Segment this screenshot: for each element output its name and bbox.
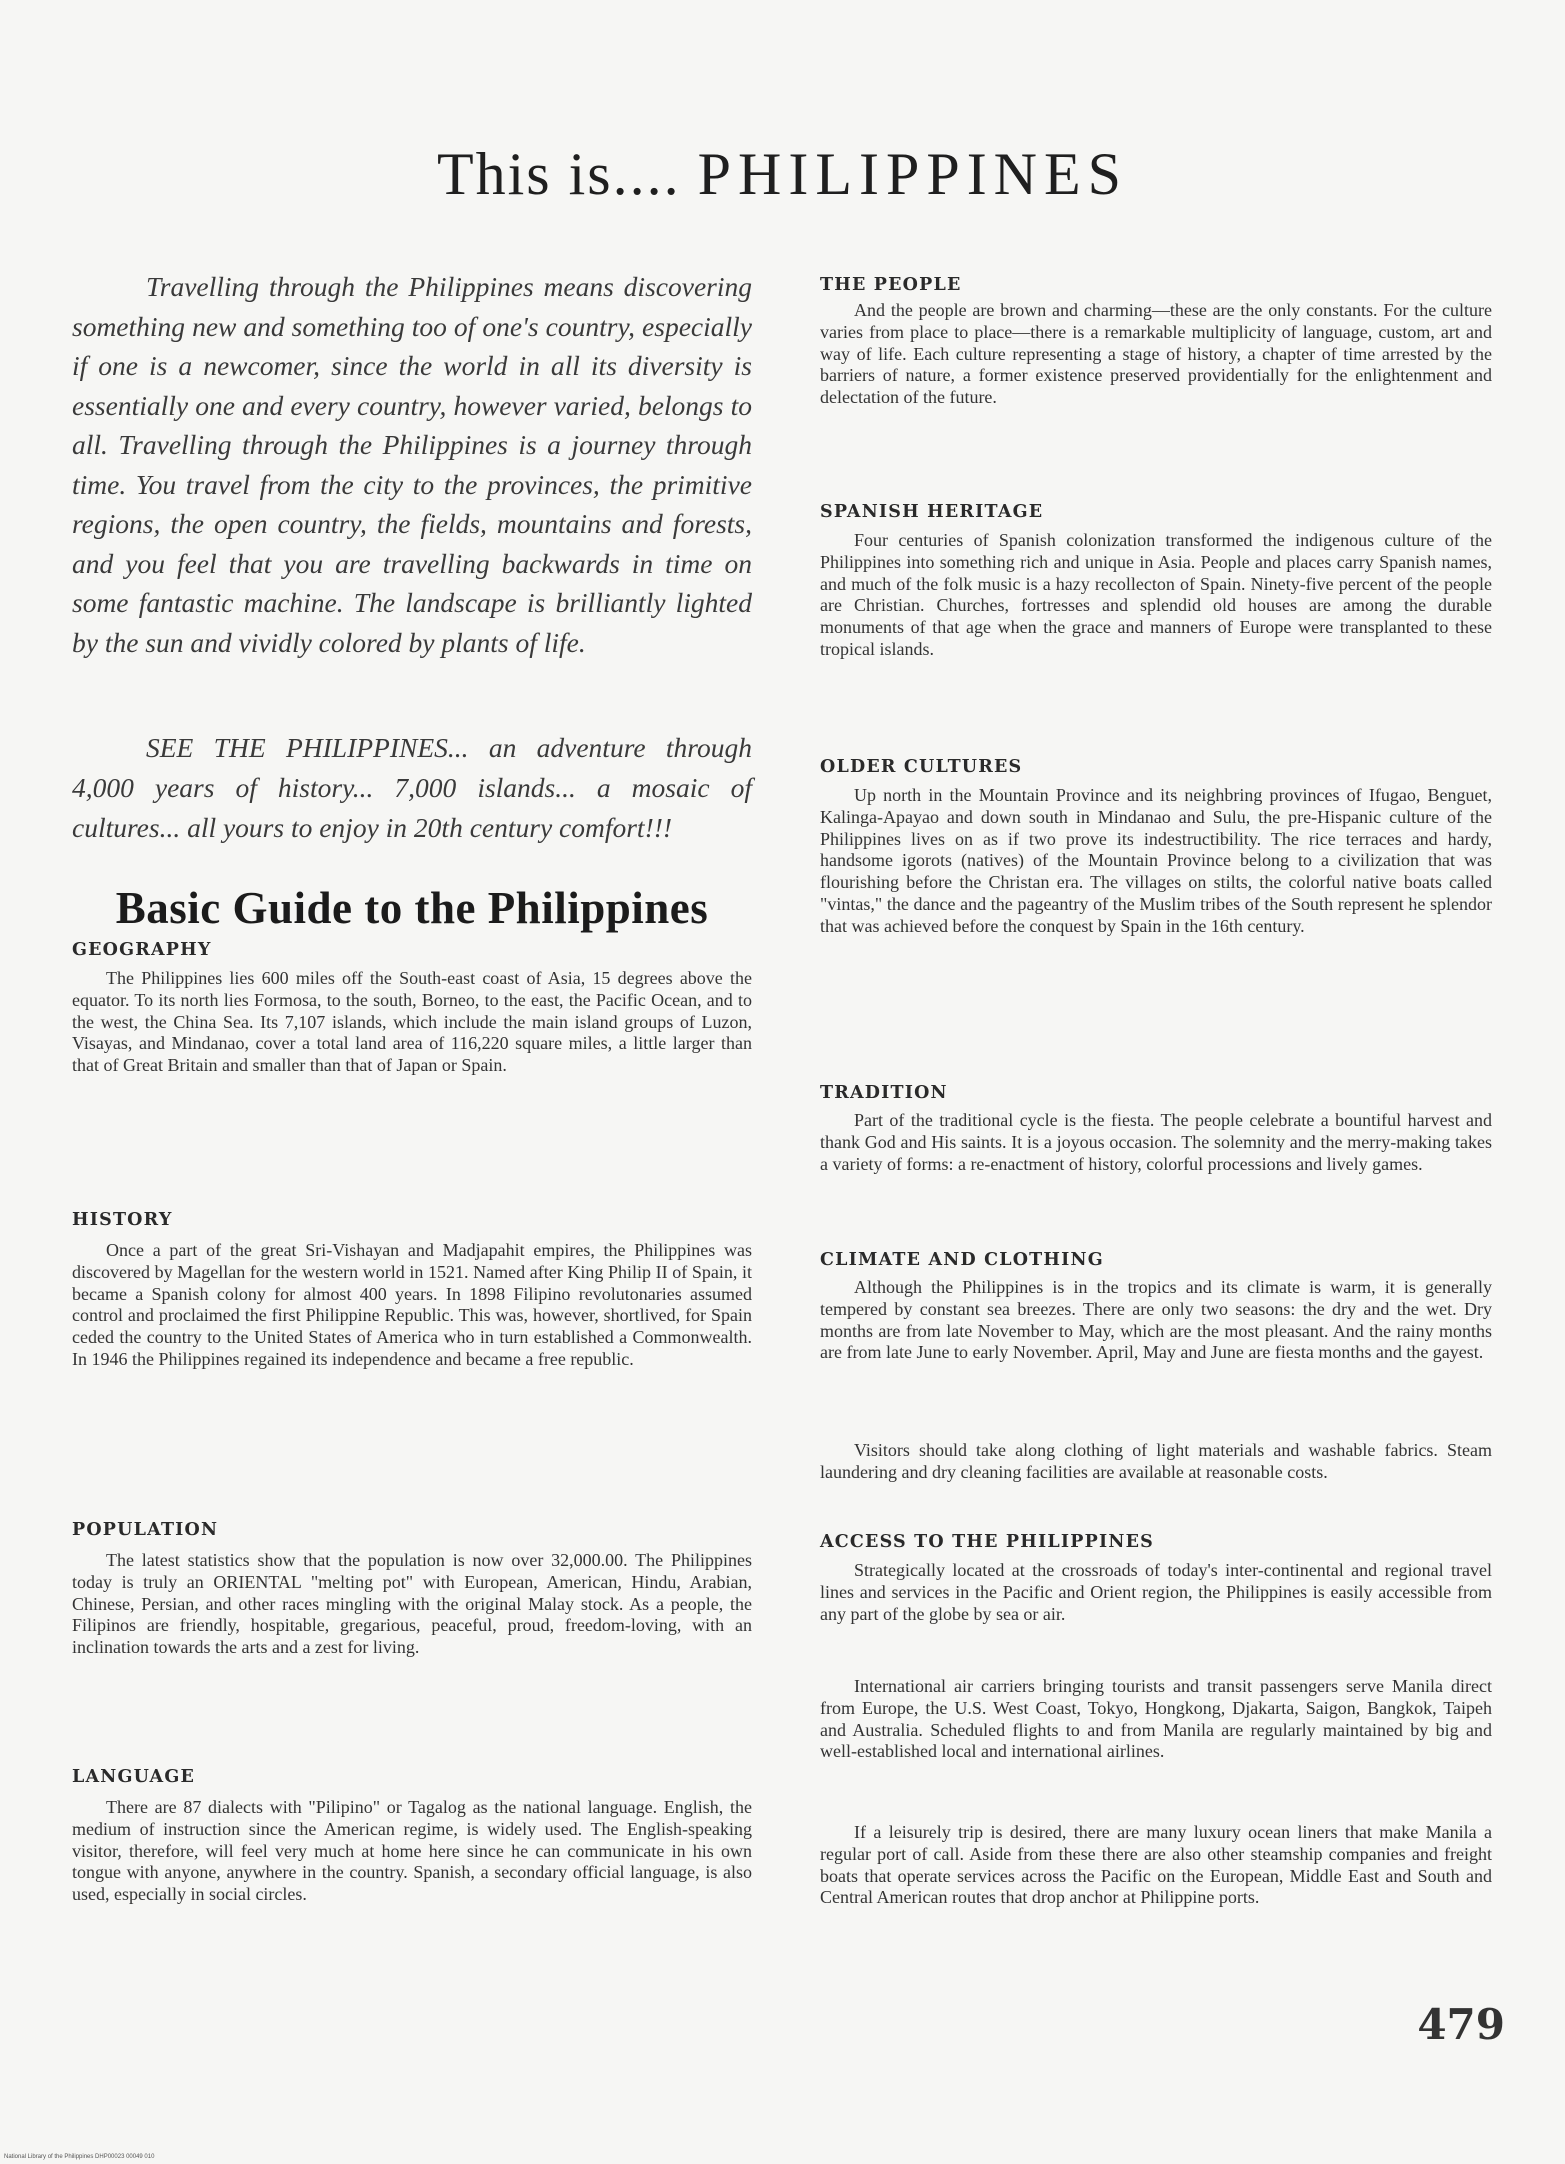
section-heading-the-people: THE PEOPLE [820, 275, 962, 295]
page-number: 479 [1417, 2000, 1505, 2049]
section-heading-climate-clothing: CLIMATE AND CLOTHING [820, 1250, 1104, 1270]
footer-credit: National Library of the Philippines DHP00023 00049 010 [4, 2154, 155, 2160]
guide-title: Basic Guide to the Philippines [115, 883, 709, 933]
section-heading-population: POPULATION [72, 1520, 219, 1540]
section-heading-geography: GEOGRAPHY [72, 940, 212, 960]
title-lead: This is.... [436, 141, 681, 207]
section-heading-access: ACCESS TO THE PHILIPPINES [820, 1532, 1154, 1552]
intro-paragraph-1: Travelling through the Philippines means discovering something new and something too of one's country, especially if one is a newcomer, since the world in all its diversity is essentially one and every country, however varied, belongs to all. Travelling through the Philippines is a journey through time. You travel from the city to the provinces, the primitive regions, the open country, the fields, mountains and forests, and you feel that you are travelling backwards in time on some fantastic machine. The landscape is brilliantly lighted by the sun and vividly colored by plants of life. [72, 271, 752, 658]
section-body-access-3: If a leisurely trip is desired, there are many luxury ocean liners that make Manila a regular port of call. Aside from these there are also other steamship companies and freight boats that operate services across the Pacific on the European, Middle East and South and Central American routes that drop anchor at Philippine ports. [820, 1822, 1492, 1908]
section-body-access-1: Strategically located at the crossroads of today's inter-continental and regional travel lines and services in the Pacific and Orient region, the Philippines is easily accessible from any part of the globe by sea or air. [820, 1560, 1492, 1624]
section-body-geography: The Philippines lies 600 miles off the South-east coast of Asia, 15 degrees above the equator. To its north lies Formosa, to the south, Borneo, to the east, the Pacific Ocean, and to the west, the China Sea. Its 7,107 islands, which include the main island groups of Luzon, Visayas, and Mindanao, cover a total land area of 116,220 square miles, a little larger than that of Great Britain and smaller than that of Japan or Spain. [72, 968, 752, 1076]
section-body-climate-clothing-1: Although the Philippines is in the tropics and its climate is warm, it is generally tempered by constant sea breezes. There are only two seasons: the dry and the wet. Dry months are from late November to May, which are the most pleasant. And the rainy months are from late June to early November. April, May and June are fiesta months and the gayest. [820, 1277, 1492, 1363]
section-body-language: There are 87 dialects with "Pilipino" or Tagalog as the national language. English, the medium of instruction since the American regime, is widely used. The English-speaking visitor, therefore, will feel very much at home here since he can communicate in his own tongue with anyone, anywhere in the country. Spanish, a secondary official language, is also used, especially in social circles. [72, 1797, 752, 1905]
section-body-tradition: Part of the traditional cycle is the fiesta. The people celebrate a bountiful harvest and thank God and His saints. It is a joyous occasion. The solemnity and the merry-making takes a variety of forms: a re-enactment of history, colorful processions and lively games. [820, 1110, 1492, 1174]
section-body-climate-clothing-2: Visitors should take along clothing of light materials and washable fabrics. Steam laundering and dry cleaning facilities are available at reasonable costs. [820, 1440, 1492, 1482]
section-body-spanish-heritage: Four centuries of Spanish colonization transformed the indigenous culture of the Philippines into something rich and unique in Asia. People and places carry Spanish names, and much of the folk music is a hazy recollecton of Spain. Ninety-five percent of the people are Christian. Churches, fortresses and splendid old houses are among the durable monuments of that age when the grace and manners of Europe were transplanted to these tropical islands. [820, 530, 1492, 659]
section-body-history: Once a part of the great Sri-Vishayan and Madjapahit empires, the Philippines was discovered by Magellan for the western world in 1521. Named after King Philip II of Spain, it became a Spanish colony for almost 400 years. In 1898 Filipino revolutonaries assumed control and proclaimed the first Philippine Republic. This was, however, shortlived, for Spain ceded the country to the United States of America who in turn established a Commonwealth. In 1946 the Philippines regained its independence and became a free republic. [72, 1240, 752, 1369]
title-country: PHILIPPINES [697, 141, 1129, 207]
section-heading-tradition: TRADITION [820, 1083, 948, 1103]
section-body-population: The latest statistics show that the population is now over 32,000.00. The Philippines today is truly an ORIENTAL "melting pot" with European, American, Hindu, Arabian, Chinese, Persian, and other races mingling with the original Malay stock. As a people, the Filipinos are friendly, hospitable, gregarious, peaceful, proud, freedom-loving, with an inclination towards the arts and a zest for living. [72, 1550, 752, 1658]
intro-paragraph-2: SEE THE PHILIPPINES... an adventure through 4,000 years of history... 7,000 islands... a mosaic of cultures... all yours to enjoy in 20th century comfort!!! [72, 732, 752, 843]
page-title [0, 140, 1565, 209]
section-heading-spanish-heritage: SPANISH HERITAGE [820, 502, 1044, 522]
section-body-access-2: International air carriers bringing tourists and transit passengers serve Manila direct from Europe, the U.S. West Coast, Tokyo, Hongkong, Djakarta, Saigon, Bangkok, Taipeh and Australia. Scheduled flights to and from Manila are regularly maintained by big and well-established local and international airlines. [820, 1676, 1492, 1762]
section-heading-older-cultures: OLDER CULTURES [820, 757, 1023, 777]
section-body-older-cultures: Up north in the Mountain Province and its neighbring provinces of Ifugao, Benguet, Kalinga-Apayao and down south in Mindanao and Sulu, the pre-Hispanic culture of the Philippines lives on as if two prove its indestructibility. The rice terraces and hardy, handsome igorots (natives) of the Mountain Province belong to a civilization that was flourishing before the Christan era. The villages on stilts, the colorful native boats called "vintas," the dance and the pageantry of the Muslim tribes of the South represent he splendor that was achieved before the conquest by Spain in the 16th century. [820, 785, 1492, 936]
section-body-the-people: And the people are brown and charming—these are the only constants. For the culture varies from place to place—there is a remarkable multiplicity of language, custom, art and way of life. Each culture representing a stage of history, a chapter of time arrested by the barriers of nature, a former existence preserved providentially for the enlightenment and delectation of the future. [820, 300, 1492, 408]
section-heading-history: HISTORY [72, 1210, 173, 1230]
section-heading-language: LANGUAGE [72, 1767, 196, 1787]
